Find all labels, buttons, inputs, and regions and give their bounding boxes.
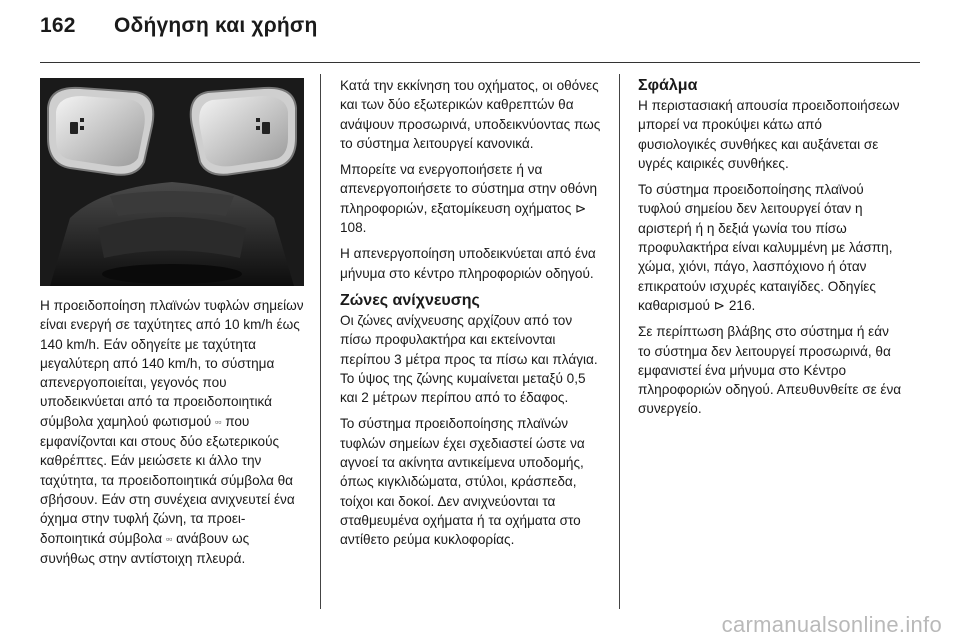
col2-paragraph-1: Κατά την εκκίνηση του οχήματος, οι οθόνες και των δύο εξωτερικών καθρεπτών θα ανάψουν προσωρινά, υποδεικνύοντας πως το σύστημα λειτουργεί κανονικά. (340, 78, 601, 151)
col2-paragraph-4: Οι ζώνες ανίχνευσης αρχίζουν από τον πίσω προφυλακτήρα και εκτείνονται περίπου 3 μέτρα προς τα πίσω και πλάγια. Το ύψος της ζώνης κυμαίνεται μεταξύ 0,5 και 2 μέτρων περίπου από το έδαφος. (340, 312, 598, 406)
col1-text-a: Η προειδοποίηση πλαϊνών τυφλών σημείων είναι ενεργή σε ταχύτητες από 10 km/h έως 140 km/h. Εάν οδηγείτε με ταχύτητα μεγαλύτερη από 140 km/h, το σύστημα απενεργοποιείται, γεγονός που υποδεικνύεται από τα προειδοποιητικά σύμβολα χαμηλού φωτισμού (40, 298, 304, 429)
page-number: 162 (40, 14, 76, 37)
col1-paragraph (40, 296, 304, 568)
section-heading-fault: Σφάλμα (638, 77, 698, 94)
col3-text-a: Το σύστημα προειδοποίησης πλαϊνού τυφλού σημείου δεν λειτουργεί όταν η αριστερή ή η δεξιά γωνία του πίσω προφυλακτήρα είναι καλυμμένη με λάσπη, χώμα, χιόνι, πάγο, λασπόχιονο ή όταν επικρατούν ισχυρές καταιγίδες. Οδηγίες καθαρισμού (638, 182, 893, 313)
col2-paragraph-2 (340, 160, 604, 237)
header-rule (40, 62, 920, 63)
column-1 (40, 296, 304, 575)
col3-paragraph-1: Η περιστασιακή απουσία προειδοποιήσεων μπορεί να προκύψει κάτω από φυσιολογικές συνθήκες και αυξάνεται σε υγρές καιρικές συνθήκες. (638, 98, 900, 171)
page-header (40, 14, 318, 38)
col3-paragraph-2 (638, 180, 904, 315)
page-title: Οδήγηση και χρήση (114, 14, 318, 37)
side-mirrors-illustration (40, 78, 304, 286)
col1-text-c: ανάβουν ως συνήθως στην αντίστοιχη πλευρά. (40, 530, 250, 566)
car-rear-mirrors-svg (40, 78, 304, 286)
col1-text-b: που εμφανίζονται και στους δύο εξωτερικούς καθρέπτες. Εάν μειώσετε κι άλλο την ταχύτητα, τα προειδοποιητικά σύμβολα θα σβήσουν. Εάν στη συνέχεια ανιχνευτεί ένα όχημα στην τυφλή ζώνη, τα προειδοποιητικά σύμβολα (40, 413, 295, 546)
column-2 (340, 76, 604, 557)
col2-text-a: Μπορείτε να ενεργοποιήσετε ή να απενεργοποιήσετε το σύστημα στην οθόνη πληροφοριών, εξατομίκευση οχήματος (340, 162, 598, 216)
page-ref-icon: ⊳ (575, 200, 587, 216)
page-ref-number[interactable]: 108. (340, 220, 367, 236)
watermark: carmanualsonline.info (721, 612, 942, 637)
column-divider (320, 74, 321, 609)
page-ref-number[interactable]: 216. (728, 297, 756, 313)
col2-paragraph-3: Η απενεργοποίηση υποδεικνύεται από ένα μήνυμα στο κέντρο πληροφοριών οδηγού. (340, 246, 596, 281)
blind-spot-symbol-icon: ▫▫ (165, 533, 173, 544)
column-3 (638, 76, 904, 426)
column-divider (619, 74, 620, 609)
col3-paragraph-3: Σε περίπτωση βλάβης στο σύστημα ή εάν το σύστημα δεν λειτουργεί προσωρινά, θα εμφανιστεί ένα μήνυμα στο Κέντρο πληροφοριών οδηγού. Απευθυνθείτε σε ένα συνεργείο. (638, 324, 902, 417)
section-heading-detection-zones: Ζώνες ανίχνευσης (340, 291, 480, 309)
col2-paragraph-5: Το σύστημα προειδοποίησης πλαϊνών τυφλών σημείων έχει σχεδιαστεί ώστε να αγνοεί τα ακίνητα αντικείμενα υποδομής, όπως κιγκλιδώματα, στύλοι, κράσπεδα, τοίχοι και δοκοί. Δεν ανιχνεύονται τα σταθμευμένα οχήματα ή τα οχήματα στο αντίθετο ρεύμα κυκλοφορίας. (340, 416, 585, 548)
page-ref-icon: ⊳ (713, 297, 726, 313)
blind-spot-symbol-icon: ▫▫ (215, 416, 222, 427)
